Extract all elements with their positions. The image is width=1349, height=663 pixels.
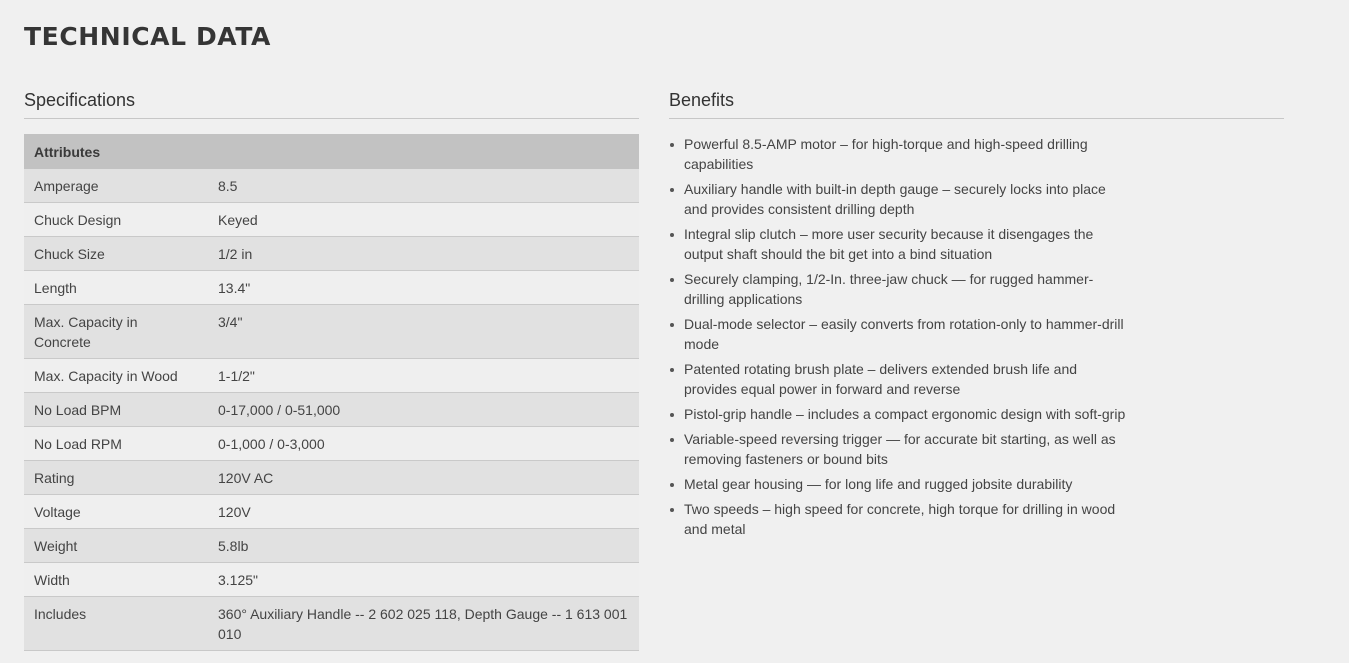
table-row — [24, 427, 639, 461]
attribute-name: No Load RPM — [24, 427, 208, 461]
attribute-value: Keyed — [208, 203, 639, 237]
page-title: TECHNICAL DATA — [24, 22, 271, 51]
attribute-name: Amperage — [24, 169, 208, 203]
attribute-name: Max. Capacity in Wood — [24, 359, 208, 393]
specifications-table-body — [24, 169, 639, 651]
table-row — [24, 563, 639, 597]
list-item: Two speeds – high speed for concrete, high torque for drilling in wood and metal — [669, 499, 1129, 539]
attribute-name: No Load BPM — [24, 393, 208, 427]
attribute-value: 5.8lb — [208, 529, 639, 563]
attribute-value: 120V — [208, 495, 639, 529]
attribute-name: Rating — [24, 461, 208, 495]
attribute-value: 1-1/2" — [208, 359, 639, 393]
list-item: Metal gear housing — for long life and rugged jobsite durability — [669, 474, 1129, 494]
attribute-name: Chuck Design — [24, 203, 208, 237]
table-row — [24, 169, 639, 203]
specifications-table — [24, 134, 639, 651]
table-row — [24, 597, 639, 651]
attribute-name: Length — [24, 271, 208, 305]
attribute-value: 0-17,000 / 0-51,000 — [208, 393, 639, 427]
attribute-name: Max. Capacity in Concrete — [24, 305, 208, 359]
attribute-value: 360° Auxiliary Handle -- 2 602 025 118, Depth Gauge -- 1 613 001 010 — [208, 597, 639, 651]
table-row — [24, 529, 639, 563]
specifications-section — [24, 90, 639, 651]
attribute-value: 3.125" — [208, 563, 639, 597]
attribute-value: 120V AC — [208, 461, 639, 495]
table-row — [24, 203, 639, 237]
table-row — [24, 461, 639, 495]
benefits-section — [669, 90, 1284, 544]
list-item: Securely clamping, 1/2-In. three-jaw chuck — for rugged hammer-drilling applications — [669, 269, 1129, 309]
table-header-row — [24, 134, 639, 169]
list-item: Pistol-grip handle – includes a compact ergonomic design with soft-grip — [669, 404, 1129, 424]
table-row — [24, 237, 639, 271]
list-item: Powerful 8.5-AMP motor – for high-torque and high-speed drilling capabilities — [669, 134, 1129, 174]
attribute-name: Weight — [24, 529, 208, 563]
attribute-name: Voltage — [24, 495, 208, 529]
list-item: Patented rotating brush plate – delivers extended brush life and provides equal power in forward and reverse — [669, 359, 1129, 399]
table-row — [24, 271, 639, 305]
attribute-name: Includes — [24, 597, 208, 651]
table-row — [24, 305, 639, 359]
list-item: Dual-mode selector – easily converts from rotation-only to hammer-drill mode — [669, 314, 1129, 354]
attribute-value: 0-1,000 / 0-3,000 — [208, 427, 639, 461]
attribute-name: Width — [24, 563, 208, 597]
specifications-heading: Specifications — [24, 90, 639, 119]
attribute-value: 8.5 — [208, 169, 639, 203]
table-row — [24, 495, 639, 529]
attribute-value: 13.4" — [208, 271, 639, 305]
table-row — [24, 359, 639, 393]
attribute-value: 1/2 in — [208, 237, 639, 271]
benefits-list — [669, 134, 1129, 539]
attributes-header: Attributes — [24, 134, 639, 169]
attribute-name: Chuck Size — [24, 237, 208, 271]
attribute-value: 3/4" — [208, 305, 639, 359]
table-row — [24, 393, 639, 427]
benefits-heading: Benefits — [669, 90, 1284, 119]
list-item: Auxiliary handle with built-in depth gauge – securely locks into place and provides consistent drilling depth — [669, 179, 1129, 219]
list-item: Integral slip clutch – more user security because it disengages the output shaft should the bit get into a bind situation — [669, 224, 1129, 264]
list-item: Variable-speed reversing trigger — for accurate bit starting, as well as removing fasteners or bound bits — [669, 429, 1129, 469]
